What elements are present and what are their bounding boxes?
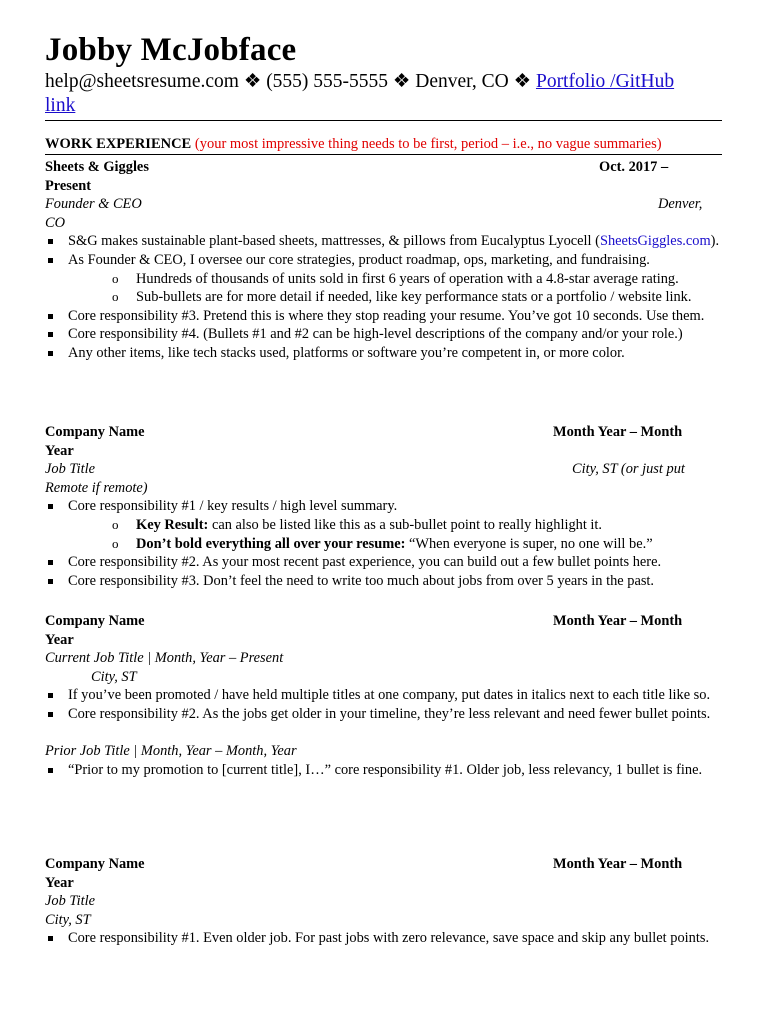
separator-icon: ❖ — [513, 71, 532, 92]
portfolio-link[interactable]: Portfolio /GitHub link — [45, 71, 675, 116]
job-dates-cont: Year — [45, 874, 74, 891]
job-location-cont: CO — [45, 214, 65, 231]
list-item: S&G makes sustainable plant-based sheets, mattresses, & pillows from Eucalyptus Lyocell (SheetsGiggles.com). — [45, 232, 725, 251]
bullet-icon — [48, 351, 53, 356]
bullet-icon — [48, 504, 53, 509]
bullet-icon — [48, 314, 53, 319]
job-title: Founder & CEO — [45, 196, 142, 213]
job-dates: Month Year – Month — [553, 424, 683, 440]
job-title: Current Job Title | Month, Year – Present — [45, 650, 284, 667]
job-entry — [45, 855, 725, 948]
company-name: Sheets & Giggles — [45, 159, 149, 175]
bullet-icon — [48, 693, 53, 698]
sub-bullet-icon: o — [112, 535, 119, 551]
bullet-icon — [48, 936, 53, 941]
sub-list-item: o Key Result: can also be listed like this as a sub-bullet point to really highlight it. — [112, 516, 603, 533]
job-location: City, ST — [91, 668, 137, 685]
bullet-icon — [48, 768, 53, 773]
sub-bullet-icon: o — [112, 270, 119, 286]
list-item: Core responsibility #1. Even older job. For past jobs with zero relevance, save space and skip any bullet points. — [45, 929, 725, 948]
list-item: As Founder & CEO, I oversee our core strategies, product roadmap, ops, marketing, and fundraising. o Hundreds of thousands of units sold in first 6 years of operation with a 4.8-star average rating. o Sub-bullets are for more detail if needed, like key performance stats or a portfolio / website link. — [45, 251, 725, 307]
section-heading — [45, 135, 722, 153]
section-divider — [45, 154, 722, 155]
job-dates-cont: Year — [45, 631, 74, 648]
bullet-icon — [48, 258, 53, 263]
separator-icon: ❖ — [392, 71, 411, 92]
job-entry — [45, 423, 725, 590]
job-entry — [45, 158, 725, 363]
email: help@sheetsresume.com — [45, 71, 239, 92]
job-dates: Month Year – Month — [553, 613, 683, 629]
job-title: Job Title — [45, 461, 95, 478]
separator-icon: ❖ — [243, 71, 262, 92]
job-dates-cont: Present — [45, 177, 92, 194]
job-location: City, ST (or just put — [572, 461, 685, 478]
list-item: Core responsibility #3. Pretend this is where they stop reading your resume. You’ve got 10 seconds. Use them. — [45, 307, 725, 326]
phone: (555) 555-5555 — [266, 71, 389, 92]
list-item: “Prior to my promotion to [current title], I…” core responsibility #1. Older job, less relevancy, 1 bullet is fine. — [45, 761, 725, 780]
job-dates: Oct. 2017 – — [599, 159, 669, 175]
company-website-link[interactable]: SheetsGiggles.com — [599, 233, 711, 250]
sub-list-item: o Sub-bullets are for more detail if needed, like key performance stats or a portfolio / website link. — [112, 289, 692, 306]
contact-line — [45, 70, 705, 118]
list-item: If you’ve been promoted / have held multiple titles at one company, put dates in italics next to each title like so. — [45, 686, 725, 705]
bullet-icon — [48, 239, 53, 244]
section-note: (your most impressive thing needs to be first, period – i.e., no vague summaries) — [194, 136, 662, 152]
job-location-cont: Remote if remote) — [45, 479, 148, 496]
prior-job-title: Prior Job Title | Month, Year – Month, Year — [45, 743, 297, 760]
job-dates: Month Year – Month — [553, 856, 683, 872]
sub-list-item: o Don’t bold everything all over your resume: “When everyone is super, no one will be.” — [112, 535, 653, 552]
location: Denver, CO — [415, 71, 509, 92]
section-title: WORK EXPERIENCE — [45, 136, 192, 152]
list-item: Core responsibility #4. (Bullets #1 and #2 can be high-level descriptions of the company and/or your role.) — [45, 325, 725, 344]
list-item: Core responsibility #1 / key results / high level summary. o Key Result: can also be listed like this as a sub-bullet point to really highlight it. o Don’t bold everything all over your resume: “When everyone is super, no one will be.” — [45, 497, 725, 553]
company-name: Company Name — [45, 424, 145, 440]
job-location: City, ST — [45, 911, 91, 928]
sub-list-item: o Hundreds of thousands of units sold in first 6 years of operation with a 4.8-star average rating. — [112, 270, 679, 287]
sub-bullet-icon: o — [112, 289, 119, 305]
job-location: Denver, — [658, 196, 703, 213]
list-item: Core responsibility #2. As your most recent past experience, you can build out a few bullet points here. — [45, 553, 725, 572]
job-dates-cont: Year — [45, 442, 74, 459]
bullet-icon — [48, 560, 53, 565]
candidate-name: Jobby McJobface — [45, 32, 297, 68]
job-entry — [45, 612, 725, 779]
list-item: Any other items, like tech stacks used, platforms or software you’re competent in, or more color. — [45, 344, 725, 363]
bullet-icon — [48, 332, 53, 337]
list-item: Core responsibility #3. Don’t feel the need to write too much about jobs from over 5 years in the past. — [45, 572, 725, 591]
company-name: Company Name — [45, 856, 145, 872]
header-divider — [45, 120, 722, 121]
company-name: Company Name — [45, 613, 145, 629]
bullet-icon — [48, 579, 53, 584]
list-item: Core responsibility #2. As the jobs get older in your timeline, they’re less relevant and need fewer bullet points. — [45, 705, 725, 724]
job-title: Job Title — [45, 893, 95, 910]
sub-bullet-icon: o — [112, 516, 119, 532]
bullet-icon — [48, 712, 53, 717]
